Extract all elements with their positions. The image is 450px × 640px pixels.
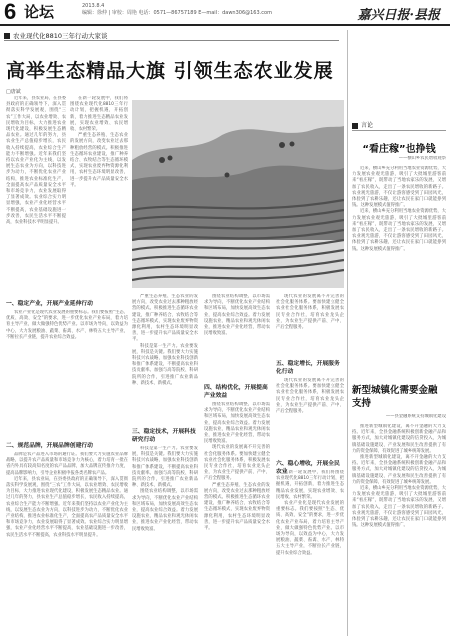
paragraph: 严重生态养殖、生态农业的发展方向，改变农业过去那种粗放经营的模式。积极推进生态循环农业建设，推广种养结合、农牧结合等生态循环模式，实现农业废弃物资源化利用，农村生态环境明显改善，进一步提升农产品质量安全水平。 — [70, 133, 128, 188]
issue-date: 2013.8.4 — [82, 3, 105, 9]
body-column-5-lower — [276, 470, 344, 636]
masthead — [0, 0, 450, 30]
commentary-byline — [352, 156, 446, 164]
landscape-image — [132, 100, 344, 288]
paragraph: 现代农业的发展离不开完善的社会化服务体系。要加快建立健全农业社会化服务体系，积极发展农民专业合作社，培育农业龙头企业，为农业生产提供产前、产中、产后全程服务。 — [204, 445, 270, 482]
body-column-5 — [276, 294, 344, 356]
header-rule — [0, 24, 450, 26]
section-heading: 二、规范品牌，开展品牌创建行动 — [6, 443, 93, 449]
section-heading: 六、稳心增收，开展全民农业 — [276, 461, 340, 475]
paragraph: 现代农业的发展离不开完善的社会化服务体系。要加快建立健全农业社会化服务体系，积极发展农民专业合作社，培育农业龙头企业，为农业生产提供产前、产中、产后全程服务。 — [276, 378, 344, 415]
body-column-2 — [70, 96, 128, 292]
section-name: 论坛 — [24, 3, 55, 21]
editor-line: 编辑：徐仲 | 审校：周艳 电话：0571—86757189 E—mail：dawn306@163.com — [82, 10, 272, 16]
section-heading: 三、稳定技术，开展科技研究行动 — [132, 429, 196, 443]
page-number: 6 — [4, 0, 17, 24]
body-column-3-lower — [132, 446, 198, 636]
byline-text: ——县金融系统支持城镇化建设 — [385, 414, 446, 419]
body-column-4-lower — [204, 402, 270, 636]
commentary-title: “看庄稼”也挣钱 — [362, 144, 436, 155]
tea-plantation-photo — [132, 100, 344, 288]
paragraph: 在新一轮发展中，我们将围绕农业现代化8810三年行动计划，把握机遇，开拓创新，着力推进生态精品农业发展，实现农业增效、农民增收、农村繁荣。 — [276, 470, 344, 500]
commentary-2-title: 新型城镇化需要金融支持 — [352, 385, 438, 409]
paragraph: 近来，横山乡充分利用当地农业资源优势，大力发展农业观光旅游，吸引了大批城里游客前来“看庄稼”，既带动了当地农家乐的发展，又增加了农民收入，走出了一条农民增收的新路子。农业观光旅游，不仅让游客感受到了田园风光，体验到了农耕乐趣，还让农民在家门口就能挣到钱。这种发展模式值得推广。 — [352, 166, 446, 209]
paragraph: 农业产业化是现代农业发展的重要标志。我们要按照“生态、优质、高效、安全”的要求，进一步优化农业产业布局，着力培育主导产业，做大做强特色优势产业。以市场为导向，以效益为中心，大力发展粮油、蔬菜、畜禽、水产、林特五大主导产业，不断拉长产业链，提升农业综合效益。 — [276, 501, 344, 556]
newspaper-brand: 嘉兴日报·县报 — [357, 8, 440, 23]
paragraph: 近年来，县农业局，在县委县政府的正确领导下，深入贯彻落实科学发展观，围绕“三农”工作大局，以农业增效、农民增收为目标，大力推进农业现代化建设，积极发展生态精品农业。通过几年的努力，县农业生产总值稳步增长，农民收入持续提高，农业综合生产能力不断增强。近年来我们坚持以农业产业化为主线，以发展生态农业为方向，以科技进步为动力，不断优化农业产业结构，推进农业标准化生产，全面提高农产品质量安全水平和市场竞争力，农业发展取得了显著成效。农业综合实力明显增强，农业产业化经营水平不断提高，农业基础设施进一步改善，农民生活水平不断提高，农业科技水平明显提升。 — [6, 96, 66, 226]
paragraph: 严重生态养殖、生态农业的发展方向，改变农业过去那种粗放经营的模式。积极推进生态循环农业建设，推广种养结合、农牧结合等生态循环模式，实现农业废弃物资源化利用，农村生态环境明显改善，进一步提升农产品质量安全水平。 — [204, 482, 270, 532]
paragraph: 现代农业的发展离不开完善的社会化服务体系。要加快建立健全农业社会化服务体系，积极发展农民专业合作社，培育农业龙头企业，为农业生产提供产前、产中、产后全程服务。 — [276, 294, 344, 331]
section-heading: 五、稳定增长，开展服务化行动 — [276, 361, 340, 375]
commentary-bar — [352, 122, 446, 131]
body-column-4 — [204, 294, 270, 378]
paragraph: 科技是第一生产力。农业要发展，科技是关键。我们要大力实施科技兴农战略，加强农业科技创新和推广体系建设，不断提高农业科技贡献率。加强与高等院校、科研院所的合作，引进推广农业新品种、新技术、新模式。 — [132, 446, 198, 489]
paragraph: 在新一轮发展中，我们将围绕农业现代化8810三年行动计划，把握机遇，开拓创新，着力推进生态精品农业发展，实现农业增效、农民增收、农村繁荣。 — [70, 96, 128, 133]
square-bullet-icon — [4, 33, 10, 39]
paragraph: 推进新型城镇化建设，离不开金融的大力支持。近年来，全县金融系统积极创新金融产品和服务方式，加大对城镇化建设的信贷投入，为城镇基础设施建设、产业发展和民生改善提供了有力的资金保障，有效促进了城乡统筹发展。 — [352, 455, 446, 485]
paragraph: 近来，横山乡充分利用当地农业资源优势，大力发展农业观光旅游，吸引了大批城里游客前来“看庄稼”，既带动了当地农家乐的发展，又增加了农民收入，走出了一条农民增收的新路子。农业观光旅游，不仅让游客感受到了田园风光，体验到了农耕乐趣，还让农民在家门口就能挣到钱。这种发展模式值得推广。 — [352, 209, 446, 252]
paragraph: 品牌是农产品进入市场的通行证。我们要大力实施农业品牌战略，以提升农产品质量和市场竞争力为核心，着力培育一批在省内外具有较高知名度的农产品品牌，加大品牌宣传推介力度，提高品牌影响力，引导企业积极申报各类名牌农产品。 — [6, 452, 128, 476]
body-column-1 — [6, 96, 66, 292]
body-column-1-bottom — [6, 452, 128, 636]
paragraph: 近来，横山乡充分利用当地农业资源优势，大力发展农业观光旅游，吸引了大批城里游客前来“看庄稼”，既带动了当地农家乐的发展，又增加了农民收入，走出了一条农民增收的新路子。农业观光旅游，不仅让游客感受到了田园风光，体验到了农耕乐趣，还让农民在家门口就能挣到钱。这种发展模式值得推广。 — [352, 486, 446, 529]
commentary-2-body — [352, 424, 446, 636]
square-bullet-icon — [352, 123, 358, 129]
section-heading: 一、稳定产业，开展产业延伸行动 — [6, 301, 93, 307]
paragraph: 围绕农业结构调整，以市场需求为导向，不断优化农业产业结构和区域布局，加快发展高效生态农业，提高农业综合效益。着力发展设施农业、精品农业和观光休闲农业，推进农业产业化经营，带动农民增收致富。 — [204, 402, 270, 445]
column-bar — [4, 32, 339, 41]
body-column-1-lower — [6, 310, 128, 438]
paragraph: 严重生态养殖、生态农业的发展方向，改变农业过去那种粗放经营的模式。积极推进生态循环农业建设，推广种养结合、农牧结合等生态循环模式，实现农业废弃物资源化利用，农村生态环境明显改善，进一步提升农产品质量安全水平。 — [132, 294, 198, 343]
paragraph: 近年来，县农业局，在县委县政府的正确领导下，深入贯彻落实科学发展观，围绕“三农”工作大局，以农业增效、农民增收为目标，大力推进农业现代化建设，积极发展生态精品农业。通过几年的努力，县农业生产总值稳步增长，农民收入持续提高，农业综合生产能力不断增强。近年来我们坚持以农业产业化为主线，以发展生态农业为方向，以科技进步为动力，不断优化农业产业结构，推进农业标准化生产，全面提高农产品质量安全水平和市场竞争力，农业发展取得了显著成效。农业综合实力明显增强，农业产业化经营水平不断提高，农业基础设施进一步改善，农民生活水平不断提高，农业科技水平明显提升。 — [6, 476, 128, 538]
article-headline: 高举生态精品大旗 引领生态农业发展 — [6, 60, 334, 82]
paragraph: 推进新型城镇化建设，离不开金融的大力支持。近年来，全县金融系统积极创新金融产品和服务方式，加大对城镇化建设的信贷投入，为城镇基础设施建设、产业发展和民生改善提供了有力的资金保障，有效促进了城乡统筹发展。 — [352, 424, 446, 454]
paragraph: 科技是第一生产力。农业要发展，科技是关键。我们要大力实施科技兴农战略，加强农业科技创新和推广体系建设，不断提高农业科技贡献率。加强与高等院校、科研院所的合作，引进推广农业新品种、新技术、新模式。 — [132, 343, 198, 386]
commentary-body — [352, 166, 446, 376]
column-divider — [347, 30, 348, 636]
paragraph: 农业产业化是现代农业发展的重要标志。我们要按照“生态、优质、高效、安全”的要求，进一步优化农业产业布局，着力培育主导产业，做大做强特色优势产业。以市场为导向，以效益为中心，大力发展粮油、蔬菜、畜禽、水产、林特五大主导产业，不断拉长产业链，提升农业综合效益。 — [6, 310, 128, 340]
article-byline: □唐斌 — [6, 89, 21, 95]
body-column-5-mid — [276, 378, 344, 456]
commentary-label: 言论 — [361, 122, 374, 129]
byline-text: ——横山乡农民增收观察 — [398, 156, 446, 161]
column-bar-label: 农业现代化8810三年行动大家谈 — [13, 32, 108, 40]
paragraph: 围绕农业结构调整，以市场需求为导向，不断优化农业产业结构和区域布局，加快发展高效生态农业，提高农业综合效益。着力发展设施农业、精品农业和观光休闲农业，推进农业产业化经营，带动农民增收致富。 — [132, 489, 198, 532]
section-heading: 四、结构优化，开展提高产业效益 — [204, 385, 268, 399]
paragraph: 围绕农业结构调整，以市场需求为导向，不断优化农业产业结构和区域布局，加快发展高效生态农业，提高农业综合效益。着力发展设施农业、精品农业和观光休闲农业，推进农业产业化经营，带动农民增收致富。 — [204, 294, 270, 337]
commentary-2-byline — [352, 414, 446, 422]
